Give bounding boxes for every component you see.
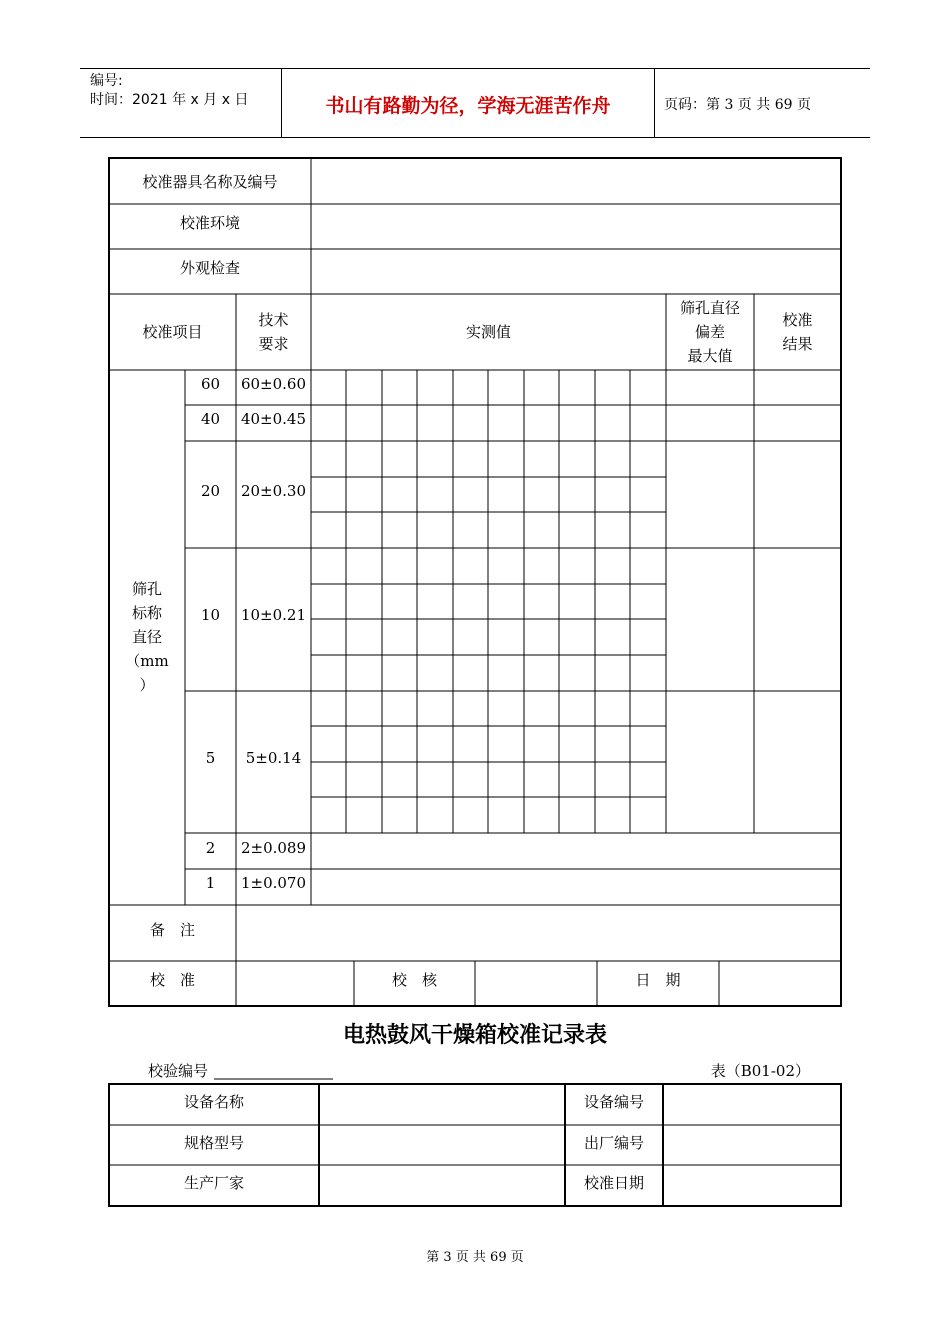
size-nominal: 1 xyxy=(205,874,216,892)
page-footer: 第 3 页 共 69 页 xyxy=(426,1250,524,1265)
header-motto: 书山有路勤为径，学海无涯苦作舟 xyxy=(325,95,611,117)
header-page-number: 页码：第 3 页 共 69 页 xyxy=(664,97,811,113)
measured-label: 实测值 xyxy=(465,323,511,341)
size-nominal: 20 xyxy=(200,482,221,500)
size-requirement: 5±0.14 xyxy=(245,749,302,767)
size-nominal: 10 xyxy=(200,606,221,624)
max-deviation-label: 筛孔直径 偏差 最大值 xyxy=(679,299,740,365)
size-nominal: 5 xyxy=(205,749,216,767)
result-label: 校准 结果 xyxy=(782,311,813,353)
calibration-date-label: 校准日期 xyxy=(583,1174,644,1192)
size-requirement: 1±0.070 xyxy=(240,874,307,892)
manufacturer-label: 生产厂家 xyxy=(183,1174,244,1192)
size-nominal: 2 xyxy=(205,839,216,857)
size-requirement: 40±0.45 xyxy=(240,410,307,428)
size-nominal: 40 xyxy=(200,410,221,428)
form-code: 表（B01-02） xyxy=(710,1062,810,1080)
factory-number-label: 出厂编号 xyxy=(583,1134,644,1152)
remarks-label: 备 注 xyxy=(149,921,195,939)
form-title: 电热鼓风干燥箱校准记录表 xyxy=(342,1023,607,1048)
code-label: 编号: xyxy=(90,73,123,89)
appearance-label: 外观检查 xyxy=(179,259,240,277)
size-requirement: 60±0.60 xyxy=(240,375,307,393)
model-label: 规格型号 xyxy=(183,1134,244,1152)
instrument-label: 校准器具名称及编号 xyxy=(142,173,278,191)
time-label: 时间：2021 年 x 月 x 日 xyxy=(90,92,249,108)
number-label: 校验编号 xyxy=(148,1062,209,1080)
device-name-label: 设备名称 xyxy=(183,1093,244,1111)
size-requirement: 2±0.089 xyxy=(240,839,307,857)
date-label: 日 期 xyxy=(635,971,681,989)
size-requirement: 10±0.21 xyxy=(240,606,307,624)
environment-label: 校准环境 xyxy=(179,214,240,232)
size-nominal: 60 xyxy=(200,375,221,393)
checked-by-label: 校 核 xyxy=(391,971,437,989)
sieve-group-label: 筛孔 标称 直径 （mm ） xyxy=(125,580,169,694)
requirement-label: 技术 要求 xyxy=(258,311,289,353)
calibrated-by-label: 校 准 xyxy=(149,971,195,989)
item-label: 校准项目 xyxy=(142,323,203,341)
size-requirement: 20±0.30 xyxy=(240,482,307,500)
device-number-label: 设备编号 xyxy=(583,1093,644,1111)
